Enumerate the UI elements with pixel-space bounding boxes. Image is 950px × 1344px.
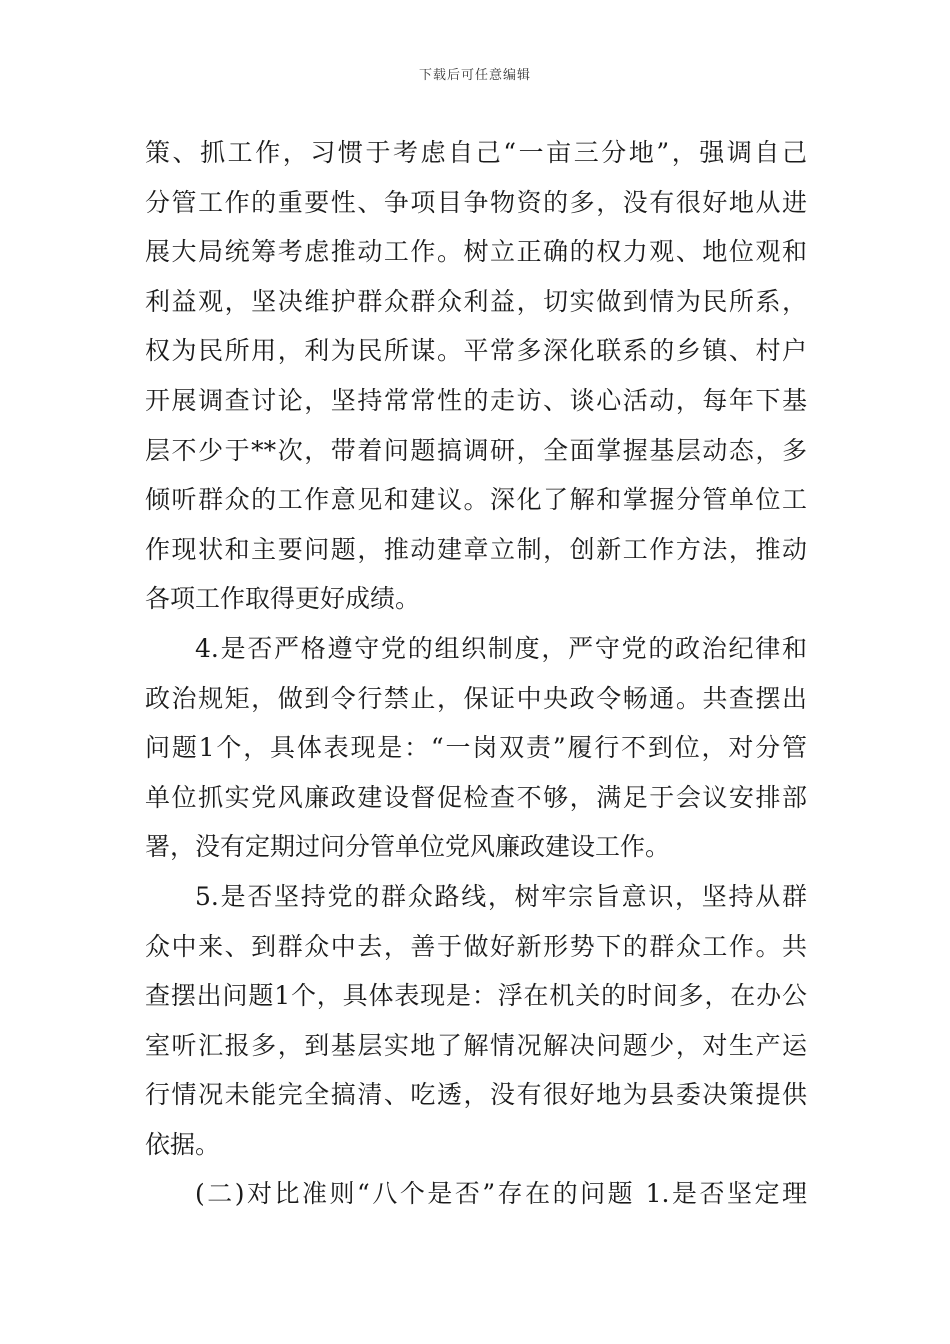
text-line: 利益观，坚决维护群众群众利益，切实做到情为民所系， — [145, 286, 807, 316]
page-header: 下载后可任意编辑 — [418, 68, 531, 83]
text-line: 分管工作的重要性、争项目争物资的多，没有很好地从进 — [145, 187, 807, 217]
text-line: 依据。 — [145, 1129, 221, 1159]
text-line: 开展调查讨论，坚持常常性的走访、谈心活动，每年下基 — [145, 385, 807, 415]
text-line: 问题1个，具体表现是：“一岗双责”履行不到位，对分管 — [145, 733, 807, 763]
text-line: 层不少于**次，带着问题搞调研，全面掌握基层动态，多 — [145, 435, 807, 465]
text-line: 展大局统筹考虑推动工作。树立正确的权力观、地位观和 — [145, 237, 807, 267]
text-line: 倾听群众的工作意见和建议。深化了解和掌握分管单位工 — [145, 485, 807, 515]
text-line: 5.是否坚持党的群众路线，树牢宗旨意识，坚持从群 — [195, 881, 807, 911]
text-line: 行情况未能完全搞清、吃透，没有很好地为县委决策提供 — [145, 1080, 807, 1110]
text-line: (二)对比准则“八个是否”存在的问题 1.是否坚定理 — [195, 1179, 807, 1209]
document-body — [145, 128, 807, 1219]
text-line: 作现状和主要问题，推动建章立制，创新工作方法，推动 — [145, 534, 807, 564]
text-line: 署，没有定期过问分管单位党风廉政建设工作。 — [145, 832, 671, 862]
text-line: 策、抓工作，习惯于考虑自己“一亩三分地”，强调自己 — [145, 138, 807, 167]
text-line: 单位抓实党风廉政建设督促检查不够，满足于会议安排部 — [145, 782, 807, 812]
text-line: 各项工作取得更好成绩。 — [145, 584, 421, 614]
text-line: 政治规矩，做到令行禁止，保证中央政令畅通。共查摆出 — [145, 683, 807, 713]
text-line: 权为民所用，利为民所谋。平常多深化联系的乡镇、村户 — [145, 336, 807, 366]
text-line: 众中来、到群众中去，善于做好新形势下的群众工作。共 — [145, 931, 807, 961]
text-line: 4.是否严格遵守党的组织制度，严守党的政治纪律和 — [195, 633, 807, 663]
text-line: 室听汇报多，到基层实地了解情况解决问题少，对生产运 — [145, 1030, 807, 1060]
text-line: 查摆出问题1个，具体表现是：浮在机关的时间多，在办公 — [145, 981, 807, 1011]
